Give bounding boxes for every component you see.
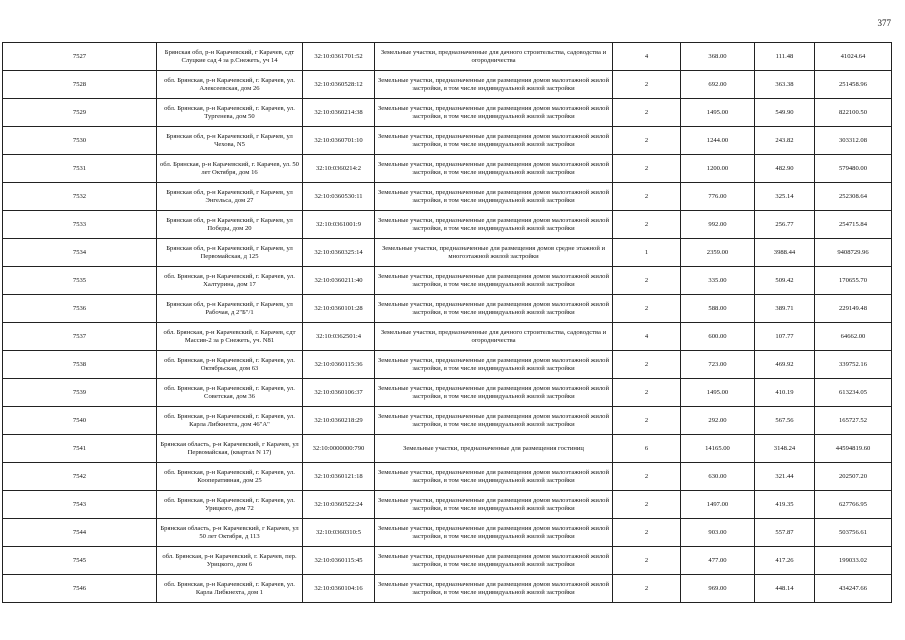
specific-value-cell: 448.14 — [755, 575, 815, 603]
area-cell: 588.00 — [681, 295, 755, 323]
cadastral-value-cell: 170655.70 — [815, 267, 892, 295]
land-use-cell: Земельные участки, предназначенные для размещения домов малоэтажной жилой застройки, в том числе индивидуальной жилой застройки — [375, 491, 613, 519]
use-group-cell: 2 — [613, 71, 681, 99]
page-number: 377 — [877, 18, 891, 28]
cadastral-number-cell: 32:10:0360214:2 — [303, 155, 375, 183]
use-group-cell: 6 — [613, 435, 681, 463]
table-row — [3, 575, 892, 603]
row-number-cell: 7534 — [3, 239, 157, 267]
use-group-cell: 2 — [613, 127, 681, 155]
land-use-cell: Земельные участки, предназначенные для дачного строительства, садоводства и огородничества — [375, 323, 613, 351]
area-cell: 477.00 — [681, 547, 755, 575]
cadastral-number-cell: 32:10:0362501:4 — [303, 323, 375, 351]
address-cell: обл. Брянская, р-н Карачевский, г. Карачев, ул. Карла Либкнехта, дом 1 — [157, 575, 303, 603]
cadastral-value-cell: 627766.95 — [815, 491, 892, 519]
cadastral-number-cell: 32:10:0360214:38 — [303, 99, 375, 127]
land-use-cell: Земельные участки, предназначенные для размещения домов малоэтажной жилой застройки, в том числе индивидуальной жилой застройки — [375, 127, 613, 155]
address-cell: обл. Брянская, р-н Карачевский, г. Карачев, ул. Кооперативная, дом 25 — [157, 463, 303, 491]
table-row — [3, 323, 892, 351]
specific-value-cell: 3148.24 — [755, 435, 815, 463]
row-number-cell: 7545 — [3, 547, 157, 575]
land-use-cell: Земельные участки, предназначенные для размещения домов малоэтажной жилой застройки, в том числе индивидуальной жилой застройки — [375, 519, 613, 547]
row-number-cell: 7546 — [3, 575, 157, 603]
specific-value-cell: 482.90 — [755, 155, 815, 183]
table-row — [3, 211, 892, 239]
use-group-cell: 1 — [613, 239, 681, 267]
use-group-cell: 2 — [613, 211, 681, 239]
area-cell: 368.00 — [681, 43, 755, 71]
row-number-cell: 7531 — [3, 155, 157, 183]
specific-value-cell: 389.71 — [755, 295, 815, 323]
cadastral-value-cell: 252308.64 — [815, 183, 892, 211]
cadastral-number-cell: 32:10:0360528:12 — [303, 71, 375, 99]
row-number-cell: 7539 — [3, 379, 157, 407]
specific-value-cell: 111.48 — [755, 43, 815, 71]
table-row — [3, 407, 892, 435]
area-cell: 692.00 — [681, 71, 755, 99]
address-cell: Брянская область, р-н Карачевский, г Карачев, ул 50 лет Октября, д 113 — [157, 519, 303, 547]
specific-value-cell: 107.77 — [755, 323, 815, 351]
specific-value-cell: 363.38 — [755, 71, 815, 99]
table-row — [3, 267, 892, 295]
area-cell: 903.00 — [681, 519, 755, 547]
row-number-cell: 7535 — [3, 267, 157, 295]
address-cell: обл. Брянская, р-н Карачевский, г. Карачев, ул. Алексеевская, дом 26 — [157, 71, 303, 99]
area-cell: 14165.00 — [681, 435, 755, 463]
specific-value-cell: 469.92 — [755, 351, 815, 379]
use-group-cell: 2 — [613, 183, 681, 211]
cadastral-value-cell: 503756.61 — [815, 519, 892, 547]
use-group-cell: 4 — [613, 323, 681, 351]
cadastral-number-cell: 32:10:0360530:11 — [303, 183, 375, 211]
land-use-cell: Земельные участки, предназначенные для размещения домов малоэтажной жилой застройки, в том числе индивидуальной жилой застройки — [375, 295, 613, 323]
address-cell: Брянская обл, р-н Карачевский, г Карачев, сдт Слуцкие сад 4 за р.Снежеть, уч 14 — [157, 43, 303, 71]
cadastral-number-cell: 32:10:0360101:28 — [303, 295, 375, 323]
land-use-cell: Земельные участки, предназначенные для дачного строительства, садоводства и огородничества — [375, 43, 613, 71]
cadastral-number-cell: 32:10:0360325:14 — [303, 239, 375, 267]
area-cell: 1497.00 — [681, 491, 755, 519]
use-group-cell: 4 — [613, 43, 681, 71]
land-use-cell: Земельные участки, предназначенные для размещения домов малоэтажной жилой застройки, в том числе индивидуальной жилой застройки — [375, 211, 613, 239]
table-body — [3, 43, 892, 603]
area-cell: 630.00 — [681, 463, 755, 491]
row-number-cell: 7528 — [3, 71, 157, 99]
use-group-cell: 2 — [613, 351, 681, 379]
row-number-cell: 7544 — [3, 519, 157, 547]
table-row — [3, 155, 892, 183]
use-group-cell: 2 — [613, 575, 681, 603]
land-use-cell: Земельные участки, предназначенные для размещения гостиниц — [375, 435, 613, 463]
specific-value-cell: 549.90 — [755, 99, 815, 127]
area-cell: 335.00 — [681, 267, 755, 295]
address-cell: Брянская обл, р-н Карачевский, г Карачев, ул Рабочая, д 2"Б"/1 — [157, 295, 303, 323]
cadastral-value-cell: 579480.00 — [815, 155, 892, 183]
table-row — [3, 463, 892, 491]
address-cell: обл. Брянская, р-н Карачевский, г. Карачев, сдт Массив-2 за р Снежеть, уч. N81 — [157, 323, 303, 351]
area-cell: 1495.00 — [681, 99, 755, 127]
cadastral-number-cell: 32:10:0361701:52 — [303, 43, 375, 71]
specific-value-cell: 567.56 — [755, 407, 815, 435]
address-cell: обл. Брянская, р-н Карачевский, г. Карачев, ул. Тургенева, дом 50 — [157, 99, 303, 127]
address-cell: обл. Брянская, р-н Карачевский, г. Карачев, ул. Карла Либкнехта, дом 46"А" — [157, 407, 303, 435]
cadastral-number-cell: 32:10:0360106:37 — [303, 379, 375, 407]
land-use-cell: Земельные участки, предназначенные для размещения домов малоэтажной жилой застройки, в том числе индивидуальной жилой застройки — [375, 351, 613, 379]
use-group-cell: 2 — [613, 295, 681, 323]
table-row — [3, 519, 892, 547]
cadastral-value-cell: 9408729.96 — [815, 239, 892, 267]
row-number-cell: 7543 — [3, 491, 157, 519]
land-use-cell: Земельные участки, предназначенные для размещения домов малоэтажной жилой застройки, в том числе индивидуальной жилой застройки — [375, 99, 613, 127]
land-use-cell: Земельные участки, предназначенные для размещения домов малоэтажной жилой застройки, в том числе индивидуальной жилой застройки — [375, 267, 613, 295]
table-row — [3, 43, 892, 71]
specific-value-cell: 256.77 — [755, 211, 815, 239]
cadastral-value-cell: 165727.52 — [815, 407, 892, 435]
cadastral-number-cell: 32:10:0360121:18 — [303, 463, 375, 491]
use-group-cell: 2 — [613, 491, 681, 519]
cadastral-value-cell: 41024.64 — [815, 43, 892, 71]
address-cell: Брянская обл, р-н Карачевский, г Карачев, ул Первомайская, д 125 — [157, 239, 303, 267]
cadastral-number-cell: 32:10:0360211:40 — [303, 267, 375, 295]
use-group-cell: 2 — [613, 547, 681, 575]
land-use-cell: Земельные участки, предназначенные для размещения домов малоэтажной жилой застройки, в том числе индивидуальной жилой застройки — [375, 407, 613, 435]
address-cell: Брянская обл, р-н Карачевский, г Карачев, ул Чехова, N5 — [157, 127, 303, 155]
table-row — [3, 239, 892, 267]
row-number-cell: 7537 — [3, 323, 157, 351]
land-use-cell: Земельные участки, предназначенные для размещения домов малоэтажной жилой застройки, в том числе индивидуальной жилой застройки — [375, 71, 613, 99]
cadastral-value-cell: 202507.20 — [815, 463, 892, 491]
row-number-cell: 7529 — [3, 99, 157, 127]
row-number-cell: 7536 — [3, 295, 157, 323]
cadastral-value-cell: 254715.84 — [815, 211, 892, 239]
area-cell: 723.00 — [681, 351, 755, 379]
address-cell: Брянская обл, р-н Карачевский, г Карачев, ул Победы, дом 20 — [157, 211, 303, 239]
cadastral-value-cell: 229149.48 — [815, 295, 892, 323]
area-cell: 992.00 — [681, 211, 755, 239]
table-row — [3, 379, 892, 407]
row-number-cell: 7530 — [3, 127, 157, 155]
specific-value-cell: 419.35 — [755, 491, 815, 519]
address-cell: обл. Брянская, р-н Карачевский, г. Карачев, ул. Халтурина, дом 17 — [157, 267, 303, 295]
cadastral-value-table — [2, 42, 892, 603]
land-use-cell: Земельные участки, предназначенные для размещения домов средне этажной и многоэтажной жилой застройки — [375, 239, 613, 267]
cadastral-value-cell: 303312.08 — [815, 127, 892, 155]
table-row — [3, 435, 892, 463]
table-row — [3, 547, 892, 575]
cadastral-value-cell: 434247.66 — [815, 575, 892, 603]
use-group-cell: 2 — [613, 463, 681, 491]
area-cell: 600.00 — [681, 323, 755, 351]
cadastral-value-cell: 339752.16 — [815, 351, 892, 379]
cadastral-value-cell: 251458.96 — [815, 71, 892, 99]
cadastral-number-cell: 32:10:0361001:9 — [303, 211, 375, 239]
address-cell: обл. Брянская, р-н Карачевский, г. Карачев, ул. Октябрьская, дом 63 — [157, 351, 303, 379]
land-use-cell: Земельные участки, предназначенные для размещения домов малоэтажной жилой застройки, в том числе индивидуальной жилой застройки — [375, 155, 613, 183]
area-cell: 292.00 — [681, 407, 755, 435]
cadastral-number-cell: 32:10:0360218:29 — [303, 407, 375, 435]
use-group-cell: 2 — [613, 519, 681, 547]
address-cell: обл. Брянская, р-н Карачевский, г. Карачев, ул. Урицкого, дом 72 — [157, 491, 303, 519]
table-row — [3, 127, 892, 155]
row-number-cell: 7538 — [3, 351, 157, 379]
area-cell: 776.00 — [681, 183, 755, 211]
use-group-cell: 2 — [613, 99, 681, 127]
cadastral-value-cell: 822100.50 — [815, 99, 892, 127]
address-cell: Брянская область, р-н Карачевский, г Карачев, ул Первомайская, (квартал N 17) — [157, 435, 303, 463]
specific-value-cell: 410.19 — [755, 379, 815, 407]
cadastral-value-cell: 199033.02 — [815, 547, 892, 575]
area-cell: 2359.00 — [681, 239, 755, 267]
land-use-cell: Земельные участки, предназначенные для размещения домов малоэтажной жилой застройки, в том числе индивидуальной жилой застройки — [375, 183, 613, 211]
area-cell: 1200.00 — [681, 155, 755, 183]
table-row — [3, 351, 892, 379]
area-cell: 1244.00 — [681, 127, 755, 155]
specific-value-cell: 509.42 — [755, 267, 815, 295]
table-row — [3, 71, 892, 99]
land-use-cell: Земельные участки, предназначенные для размещения домов малоэтажной жилой застройки, в том числе индивидуальной жилой застройки — [375, 575, 613, 603]
cadastral-number-cell: 32:10:0000000:790 — [303, 435, 375, 463]
cadastral-value-cell: 64662.00 — [815, 323, 892, 351]
land-use-cell: Земельные участки, предназначенные для размещения домов малоэтажной жилой застройки, в том числе индивидуальной жилой застройки — [375, 547, 613, 575]
cadastral-number-cell: 32:10:0360522:24 — [303, 491, 375, 519]
specific-value-cell: 557.87 — [755, 519, 815, 547]
table-row — [3, 183, 892, 211]
row-number-cell: 7532 — [3, 183, 157, 211]
specific-value-cell: 325.14 — [755, 183, 815, 211]
address-cell: обл. Брянская, р-н Карачевский, г. Карачев, ул. 50 лет Октября, дом 16 — [157, 155, 303, 183]
table-row — [3, 295, 892, 323]
address-cell: обл. Брянская, р-н Карачевский, г. Карачев, пер. Урицкого, дом 6 — [157, 547, 303, 575]
land-use-cell: Земельные участки, предназначенные для размещения домов малоэтажной жилой застройки, в том числе индивидуальной жилой застройки — [375, 463, 613, 491]
area-cell: 1495.00 — [681, 379, 755, 407]
row-number-cell: 7541 — [3, 435, 157, 463]
row-number-cell: 7542 — [3, 463, 157, 491]
cadastral-value-cell: 44594819.60 — [815, 435, 892, 463]
row-number-cell: 7540 — [3, 407, 157, 435]
land-use-cell: Земельные участки, предназначенные для размещения домов малоэтажной жилой застройки, в том числе индивидуальной жилой застройки — [375, 379, 613, 407]
row-number-cell: 7527 — [3, 43, 157, 71]
specific-value-cell: 243.82 — [755, 127, 815, 155]
address-cell: обл. Брянская, р-н Карачевский, г. Карачев, ул. Советская, дом 36 — [157, 379, 303, 407]
cadastral-number-cell: 32:10:0360104:16 — [303, 575, 375, 603]
cadastral-number-cell: 32:10:0360701:10 — [303, 127, 375, 155]
specific-value-cell: 321.44 — [755, 463, 815, 491]
cadastral-number-cell: 32:10:0360310:5 — [303, 519, 375, 547]
area-cell: 969.00 — [681, 575, 755, 603]
cadastral-value-cell: 613234.05 — [815, 379, 892, 407]
cadastral-number-cell: 32:10:0360115:36 — [303, 351, 375, 379]
use-group-cell: 2 — [613, 267, 681, 295]
table-row — [3, 491, 892, 519]
table-row — [3, 99, 892, 127]
use-group-cell: 2 — [613, 155, 681, 183]
use-group-cell: 2 — [613, 407, 681, 435]
address-cell: Брянская обл, р-н Карачевский, г Карачев, ул Энгельса, дом 27 — [157, 183, 303, 211]
specific-value-cell: 417.26 — [755, 547, 815, 575]
specific-value-cell: 3988.44 — [755, 239, 815, 267]
cadastral-number-cell: 32:10:0360115:45 — [303, 547, 375, 575]
row-number-cell: 7533 — [3, 211, 157, 239]
use-group-cell: 2 — [613, 379, 681, 407]
